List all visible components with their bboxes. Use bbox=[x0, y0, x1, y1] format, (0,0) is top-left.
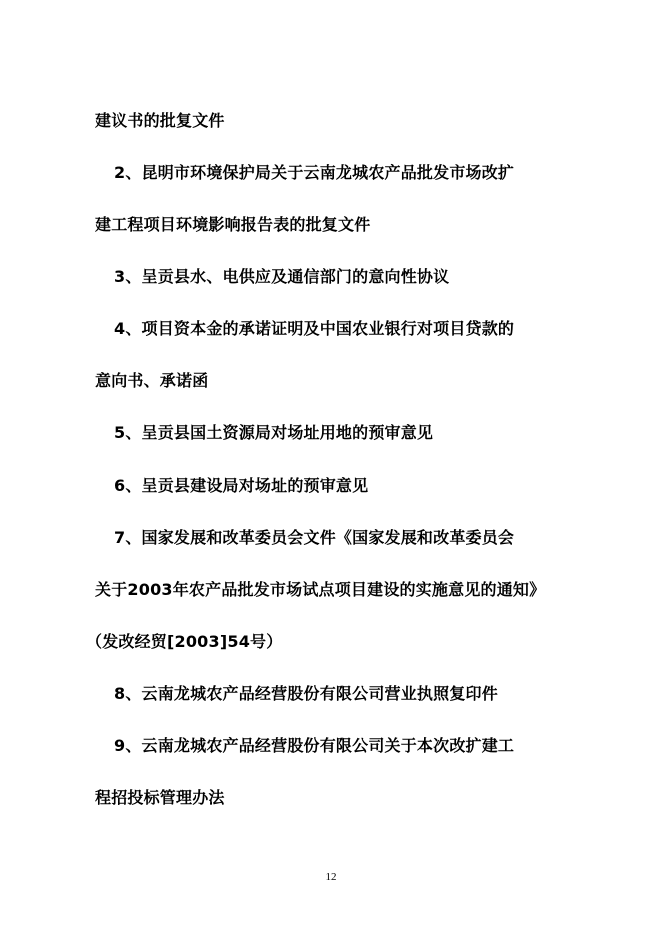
text-line-10: 关于2003年农产品批发市场试点项目建设的实施意见的通知》 bbox=[95, 580, 546, 599]
text-line-12: 8、云南龙城农产品经营股份有限公司营业执照复印件 bbox=[114, 684, 498, 703]
text-line-11: （发改经贸[2003]54号） bbox=[86, 632, 283, 651]
text-line-5: 4、项目资本金的承诺证明及中国农业银行对项目贷款的 bbox=[114, 319, 515, 338]
text-line-3: 建工程项目环境影响报告表的批复文件 bbox=[95, 215, 371, 234]
text-line-7: 5、呈贡县国土资源局对场址用地的预审意见 bbox=[114, 423, 434, 442]
page-number: 12 bbox=[325, 871, 337, 883]
text-line-14: 程招投标管理办法 bbox=[95, 788, 225, 807]
text-line-1: 建议书的批复文件 bbox=[95, 111, 225, 130]
text-line-9: 7、国家发展和改革委员会文件《国家发展和改革委员会 bbox=[114, 528, 515, 547]
text-line-4: 3、呈贡县水、电供应及通信部门的意向性协议 bbox=[114, 267, 450, 286]
text-line-8: 6、呈贡县建设局对场址的预审意见 bbox=[114, 476, 369, 495]
text-line-2: 2、昆明市环境保护局关于云南龙城农产品批发市场改扩 bbox=[114, 163, 515, 182]
text-line-13: 9、云南龙城农产品经营股份有限公司关于本次改扩建工 bbox=[114, 736, 515, 755]
text-line-6: 意向书、承诺函 bbox=[95, 371, 209, 390]
